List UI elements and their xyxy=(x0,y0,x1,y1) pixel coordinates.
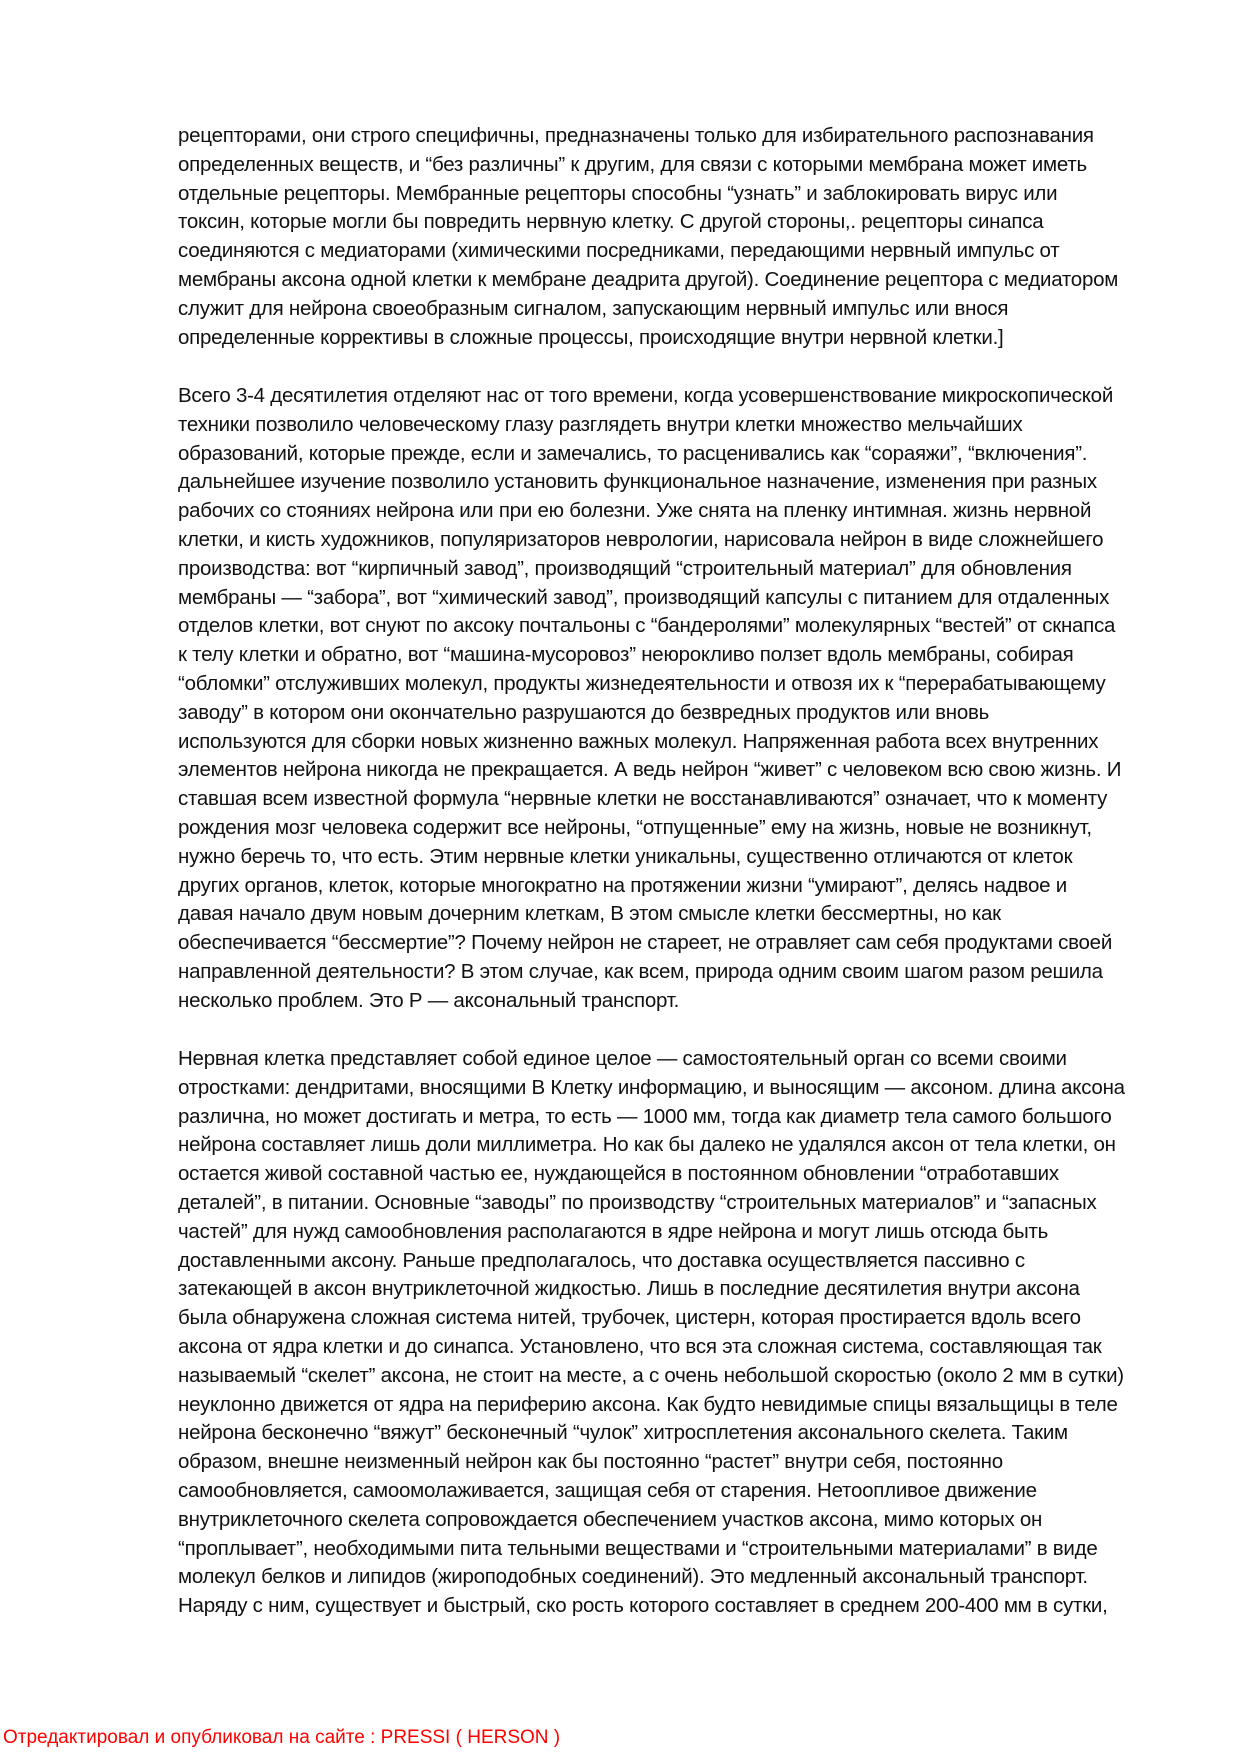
text-line: “обломки” отслуживших молекул, продукты жизнедеятельности и отвозя их к “перерабатывающему xyxy=(178,671,1106,695)
text-line: Всего 3-4 десятилетия отделяют нас от того времени, когда усовершенствование микроскопической xyxy=(178,384,1114,407)
text-line: других органов, клеток, которые многократно на протяжении жизни “умирают”, делясь надвое и xyxy=(178,873,1067,897)
text-line: мембраны — “забора”, вот “химический завод”, производящий капсулы с питанием для отдаленных xyxy=(178,585,1110,609)
text-line: неуклонно движется от ядра на периферию аксона. Как будто невидимые спицы вязальщицы в теле xyxy=(178,1392,1118,1416)
text-line: заводу” в котором они окончательно разрушаются до безвредных продуктов или вновь xyxy=(178,700,990,724)
text-line: используются для сборки новых жизненно важных молекул. Напряженная работа всех внутренних xyxy=(178,729,1099,753)
text-line: направленной деятельности? В этом случае, как всем, природа одним своим шагом разом решила xyxy=(178,959,1103,983)
text-line: отростками: дендритами, вносящими В Клетку информацию, и выносящим — аксоном. длина аксона xyxy=(178,1075,1125,1099)
text-line: образом, внешне неизменный нейрон как бы постоянно “растет” внутри себя, постоянно xyxy=(178,1450,1003,1474)
text-line: молекул белков и липидов (жироподобных соединений). Это медленный аксональный транспорт. xyxy=(178,1565,1088,1589)
text-line: затекающей в аксон внутриклеточной жидкостью. Лишь в последние десятилетия внутри аксона xyxy=(178,1277,1080,1301)
text-line: самообновляется, самоомолаживается, защищая себя от старения. Нетоопливое движение xyxy=(178,1478,1037,1502)
text-line: рождения мозг человека содержит все нейроны, “отпущенные” ему на жизнь, новые не возникнут, xyxy=(178,815,1092,839)
text-line: токсин, которые могли бы повредить нервную клетку. С другой стороны,. рецепторы синапса xyxy=(178,210,1044,234)
text-line: образований, которые прежде, если и замечались, то расценивались как “сораяжи”, “включения”. xyxy=(178,441,1088,465)
text-line: частей” для нужд самообновления располагаются в ядре нейрона и могут лишь отсюда быть xyxy=(178,1219,1049,1243)
text-line: Нервная клетка представляет собой единое целое — самостоятельный орган со всеми своими xyxy=(178,1047,1067,1070)
text-line: обеспечивается “бессмертие”? Почему нейрон не стареет, не отравляет сам себя продуктами своей xyxy=(178,931,1113,955)
text-line: внутриклеточного скелета сопровождается обеспечением участков аксона, мимо которых он xyxy=(178,1507,1043,1531)
text-line: “проплывает”, необходимыми пита тельными веществами и “строительными материалами” в виде xyxy=(178,1536,1098,1560)
text-line: доставленными аксону. Раньше предполагалось, что доставка осуществляется пассивно с xyxy=(178,1248,1025,1272)
text-line: служит для нейрона своеобразным сигналом, запускающим нервный импульс или внося xyxy=(178,296,1009,320)
paragraph-3 xyxy=(178,1045,1163,1621)
text-line: ставшая всем известной формула “нервные клетки не восстанавливаются” означает, что к моменту xyxy=(178,787,1108,811)
text-line: мембраны аксона одной клетки к мембране деадрита другой). Соединение рецептора с медиатором xyxy=(178,267,1119,291)
text-line: остается живой составной частью ее, нуждающейся в постоянном обновлении “отработавших xyxy=(178,1162,1059,1186)
text-line: рецепторами, они строго специфичны, предназначены только для избирательного распознавания xyxy=(178,124,1094,147)
paragraph-1 xyxy=(178,122,1163,352)
text-line: отдельные рецепторы. Мембранные рецепторы способны “узнать” и заблокировать вирус или xyxy=(178,181,1058,205)
text-line: называемый “скелет” аксона, не стоит на месте, а с очень небольшой скоростью (около 2 мм в сутки) xyxy=(178,1363,1124,1387)
text-line: нейрона бесконечно “вяжут” бесконечный “чулок” хитросплетения аксонального скелета. Таким xyxy=(178,1421,1068,1445)
text-line: дальнейшее изучение позволило установить функциональное назначение, изменения при разных xyxy=(178,470,1097,494)
paragraph-2 xyxy=(178,382,1163,1016)
text-line: нужно беречь то, что есть. Этим нервные клетки уникальны, существенно отличаются от клеток xyxy=(178,844,1073,868)
text-line: была обнаружена сложная система нитей, трубочек, цистерн, которая простирается вдоль всего xyxy=(178,1306,1081,1330)
text-line: несколько проблем. Это Р — аксональный транспорт. xyxy=(178,988,680,1012)
publisher-footer: Отредактировал и опубликовал на сайте : PRESSI ( HERSON ) xyxy=(3,1727,561,1748)
text-line: давая начало двум новым дочерним клеткам, В этом смысле клетки бессмертны, но как xyxy=(178,902,1001,926)
text-line: аксона от ядра клетки и до синапса. Установлено, что вся эта сложная система, составляющая так xyxy=(178,1334,1102,1358)
text-line: определенные коррективы в сложные процессы, происходящие внутри нервной клетки.] xyxy=(178,325,1004,349)
text-line: к телу клетки и обратно, вот “машина-мусоровоз” неюрокливо ползет вдоль мембраны, собирая xyxy=(178,643,1074,667)
text-line: соединяются с медиаторами (химическими посредниками, передающими нервный импульс от xyxy=(178,239,1060,263)
text-line: различна, но может достигать и метра, то есть — 1000 мм, тогда как диаметр тела самого большого xyxy=(178,1104,1112,1128)
text-line: производства: вот “кирпичный завод”, производящий “строительный материал” для обновления xyxy=(178,556,1072,580)
text-line: отделов клетки, вот снуют по аксоку почтальоны с “бандеролями” молекулярных “вестей” от скнапса xyxy=(178,614,1116,638)
text-line: нейрона составляет лишь доли миллиметра. Но как бы далеко не удалялся аксон от тела клетки, он xyxy=(178,1133,1116,1157)
text-line: техники позволило человеческому глазу разглядеть внутри клетки множество мельчайших xyxy=(178,412,1023,436)
text-line: элементов нейрона никогда не прекращается. А ведь нейрон “живет” с человеком всю свою жизнь. И xyxy=(178,758,1122,782)
text-line: деталей”, в питании. Основные “заводы” по производству “строительных материалов” и “запасных xyxy=(178,1190,1097,1214)
text-line: Наряду с ним, существует и быстрый, ско рость которого составляет в среднем 200-400 мм в сутки, xyxy=(178,1594,1108,1618)
text-line: рабочих со стояниях нейрона или при ею болезни. Уже снята на пленку интимная. жизнь нервной xyxy=(178,499,1092,523)
text-line: клетки, и кисть художников, популяризаторов неврологии, нарисовала нейрон в виде сложнейшего xyxy=(178,527,1104,551)
text-line: определенных веществ, и “без различны” к другим, для связи с которыми мембрана может иметь xyxy=(178,152,1087,176)
